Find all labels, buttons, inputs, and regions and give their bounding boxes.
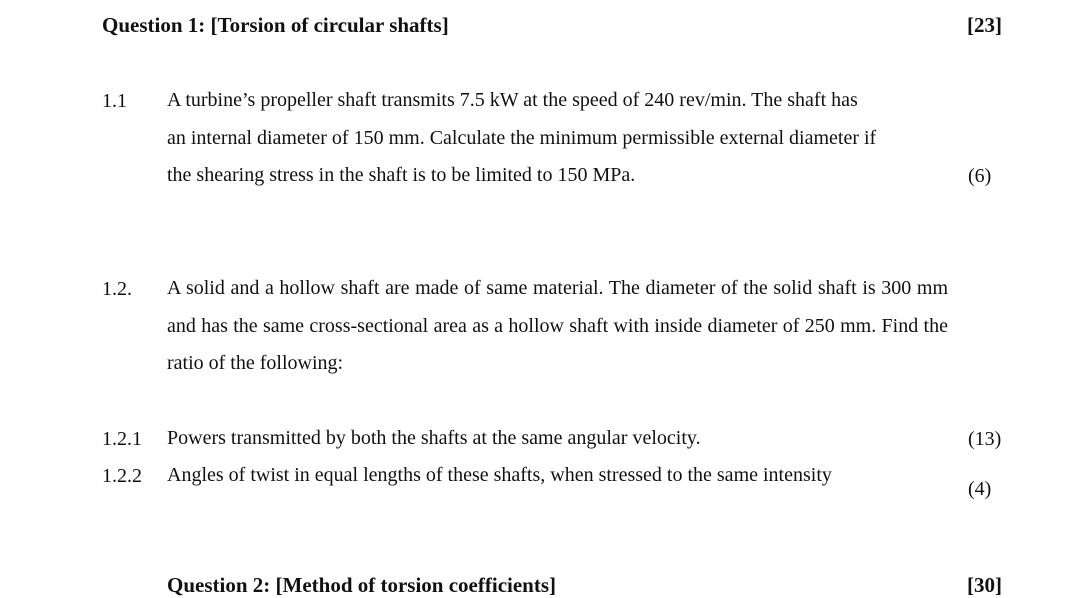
question-2-total-marks: [30] xyxy=(967,573,1002,597)
question-1-2-2-text: Angles of twist in equal lengths of these shafts, when stressed to the same intensity xyxy=(167,464,832,486)
question-1-1-line-1: A turbine’s propeller shaft transmits 7.5 kW at the speed of 240 rev/min. The shaft has xyxy=(167,89,858,111)
question-1-1-line-2: an internal diameter of 150 mm. Calculate the minimum permissible external diameter if xyxy=(167,127,877,149)
question-1-title: Question 1: [Torsion of circular shafts] xyxy=(102,13,449,37)
question-1-2-2-marks: (4) xyxy=(968,478,992,500)
question-1-2-2-number: 1.2.2 xyxy=(102,465,142,487)
question-1-2-number: 1.2. xyxy=(102,278,132,300)
question-1-1-line-3: the shearing stress in the shaft is to be limited to 150 MPa. xyxy=(167,164,636,186)
question-1-total-marks: [23] xyxy=(967,13,1002,37)
question-2-title: Question 2: [Method of torsion coefficients] xyxy=(167,573,557,597)
question-1-1-number: 1.1 xyxy=(102,90,127,112)
question-1-2-1-text: Powers transmitted by both the shafts at the same angular velocity. xyxy=(167,427,701,449)
question-1-2-text: A solid and a hollow shaft are made of same material. The diameter of the solid shaft is 300 mm and has the same cross-sectional area as a hollow shaft with inside diameter of 250 mm. Find the ratio of the following: xyxy=(167,277,948,374)
question-1-2-1-marks: (13) xyxy=(968,428,1002,450)
question-1-2-1-number: 1.2.1 xyxy=(102,428,142,450)
question-1-1-marks: (6) xyxy=(968,165,992,187)
